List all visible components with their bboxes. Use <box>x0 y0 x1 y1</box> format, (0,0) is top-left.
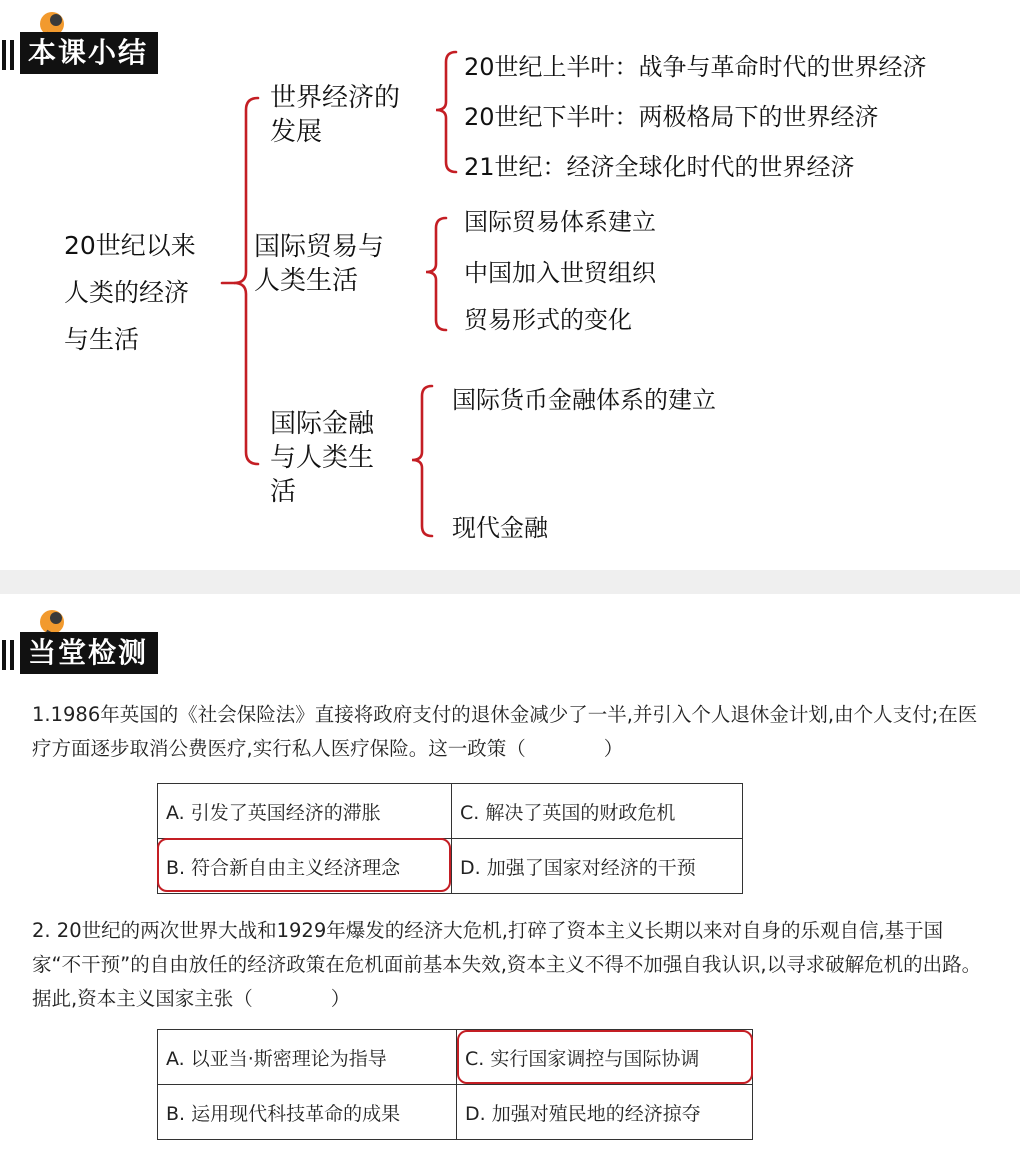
option-d[interactable]: D. 加强了国家对经济的干预 <box>452 839 743 894</box>
branch-1-item: 20世纪下半叶：两极格局下的世界经济 <box>464 103 879 131</box>
mindmap-root: 20世纪以来 人类的经济 与生活 <box>64 231 196 354</box>
question-2-text: 2. 20世纪的两次世界大战和1929年爆发的经济大危机,打碎了资本主义长期以来对自身的乐观自信,基于国家“不干预”的自由放任的经济政策在危机面前基本失效,资本主义不得不加强自我认识,以寻求破解危机的出路。据此,资本主义国家主张（ ） <box>32 919 982 1010</box>
branch-2-item: 贸易形式的变化 <box>464 306 632 334</box>
summary-heading: 本课小结 <box>20 32 158 74</box>
option-b[interactable]: B. 运用现代科技革命的成果 <box>158 1085 457 1140</box>
option-a[interactable]: A. 引发了英国经济的滞胀 <box>158 784 452 839</box>
answer-mark-q1 <box>157 838 451 892</box>
section-divider <box>0 570 1020 594</box>
option-a[interactable]: A. 以亚当·斯密理论为指导 <box>158 1030 457 1085</box>
branch-3-item: 国际货币金融体系的建立 <box>452 386 716 414</box>
branch-2-item: 国际贸易体系建立 <box>464 208 656 236</box>
branch-3-item: 现代金融 <box>452 514 548 542</box>
option-d[interactable]: D. 加强对殖民地的经济掠夺 <box>457 1085 753 1140</box>
branch-1-label: 世界经济的 发展 <box>270 83 401 147</box>
option-c[interactable]: C. 实行国家调控与国际协调 <box>457 1030 753 1085</box>
branch-1-item: 20世纪上半叶：战争与革命时代的世界经济 <box>464 53 927 81</box>
branch-3-label: 国际金融 与人类生 活 <box>270 409 375 507</box>
branch-2-label: 国际贸易与 人类生活 <box>254 232 385 296</box>
branch-1-item: 21世纪：经济全球化时代的世界经济 <box>464 153 855 181</box>
option-b[interactable]: B. 符合新自由主义经济理念 <box>158 839 452 894</box>
question-1-text: 1.1986年英国的《社会保险法》直接将政府支付的退休金减少了一半,并引入个人退休金计划,由个人支付;在医疗方面逐步取消公费医疗,实行私人医疗保险。这一政策（ ） <box>32 703 978 760</box>
answer-mark-q2 <box>457 1030 753 1084</box>
option-c[interactable]: C. 解决了英国的财政危机 <box>452 784 743 839</box>
branch-2-item: 中国加入世贸组织 <box>464 259 656 287</box>
quiz-heading: 当堂检测 <box>20 632 158 674</box>
